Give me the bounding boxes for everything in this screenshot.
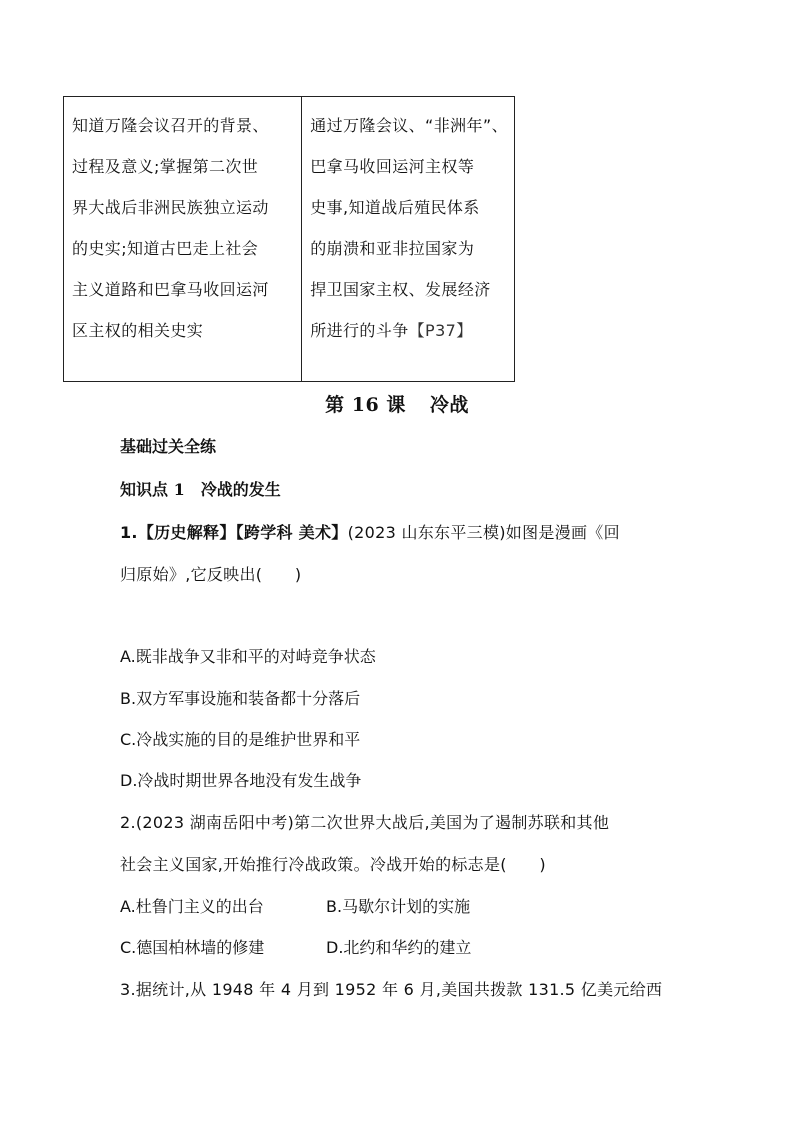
question-2-line-1: 2.(2023 湖南岳阳中考)第二次世界大战后,美国为了遏制苏联和其他 <box>120 813 610 832</box>
section-heading-drill: 基础过关全练 <box>120 437 217 456</box>
table-line: 通过万隆会议、“非洲年”、 <box>310 116 508 135</box>
lesson-title <box>0 390 794 417</box>
question-1-option-d: D.冷战时期世界各地没有发生战争 <box>120 771 362 790</box>
table-cell-objectives <box>302 97 514 381</box>
page-reference: 【P37】 <box>408 321 473 340</box>
question-1-line-2: 归原始》,它反映出( ) <box>120 565 302 584</box>
table-line: 的史实;知道古巴走上社会 <box>72 239 259 258</box>
table-line: 的崩溃和亚非拉国家为 <box>310 239 475 258</box>
table-line-text: 所进行的斗争 <box>310 321 409 340</box>
question-1-option-b: B.双方军事设施和装备都十分落后 <box>120 689 361 708</box>
lesson-name: 冷战 <box>429 394 469 416</box>
question-1-line-1 <box>120 520 620 543</box>
question-2-option-c: C.德国柏林墙的修建 <box>120 938 265 957</box>
table-line: 捍卫国家主权、发展经济 <box>310 280 491 299</box>
table-line: 巴拿马收回运河主权等 <box>310 157 475 176</box>
curriculum-standard-table <box>63 96 515 382</box>
table-cell-requirements <box>64 97 302 381</box>
question-2-option-a: A.杜鲁门主义的出台 <box>120 897 264 916</box>
question-tags: 【历史解释】【跨学科 美术】 <box>137 523 348 542</box>
table-line: 过程及意义;掌握第二次世 <box>72 157 259 176</box>
question-2-line-2: 社会主义国家,开始推行冷战政策。冷战开始的标志是( ) <box>120 855 546 874</box>
table-line: 区主权的相关史实 <box>72 321 204 340</box>
table-line: 界大战后非洲民族独立运动 <box>72 198 269 217</box>
section-heading-knowledge-point: 知识点 1 冷战的发生 <box>120 480 281 499</box>
question-2-option-b: B.马歇尔计划的实施 <box>326 897 471 916</box>
question-3-line-1: 3.据统计,从 1948 年 4 月到 1952 年 6 月,美国共拨款 131.5 亿美元给西 <box>120 980 663 999</box>
table-line: 知道万隆会议召开的背景、 <box>72 116 269 135</box>
table-line: 史事,知道战后殖民体系 <box>310 198 480 217</box>
question-1-option-c: C.冷战实施的目的是维护世界和平 <box>120 730 361 749</box>
question-text: (2023 山东东平三模)如图是漫画《回 <box>347 523 620 542</box>
table-line-last <box>310 310 508 351</box>
lesson-number: 第 16 课 <box>325 394 406 416</box>
question-number: 1. <box>120 523 138 542</box>
table-line: 主义道路和巴拿马收回运河 <box>72 280 269 299</box>
question-1-option-a: A.既非战争又非和平的对峙竞争状态 <box>120 647 376 666</box>
question-2-option-d: D.北约和华约的建立 <box>326 938 472 957</box>
